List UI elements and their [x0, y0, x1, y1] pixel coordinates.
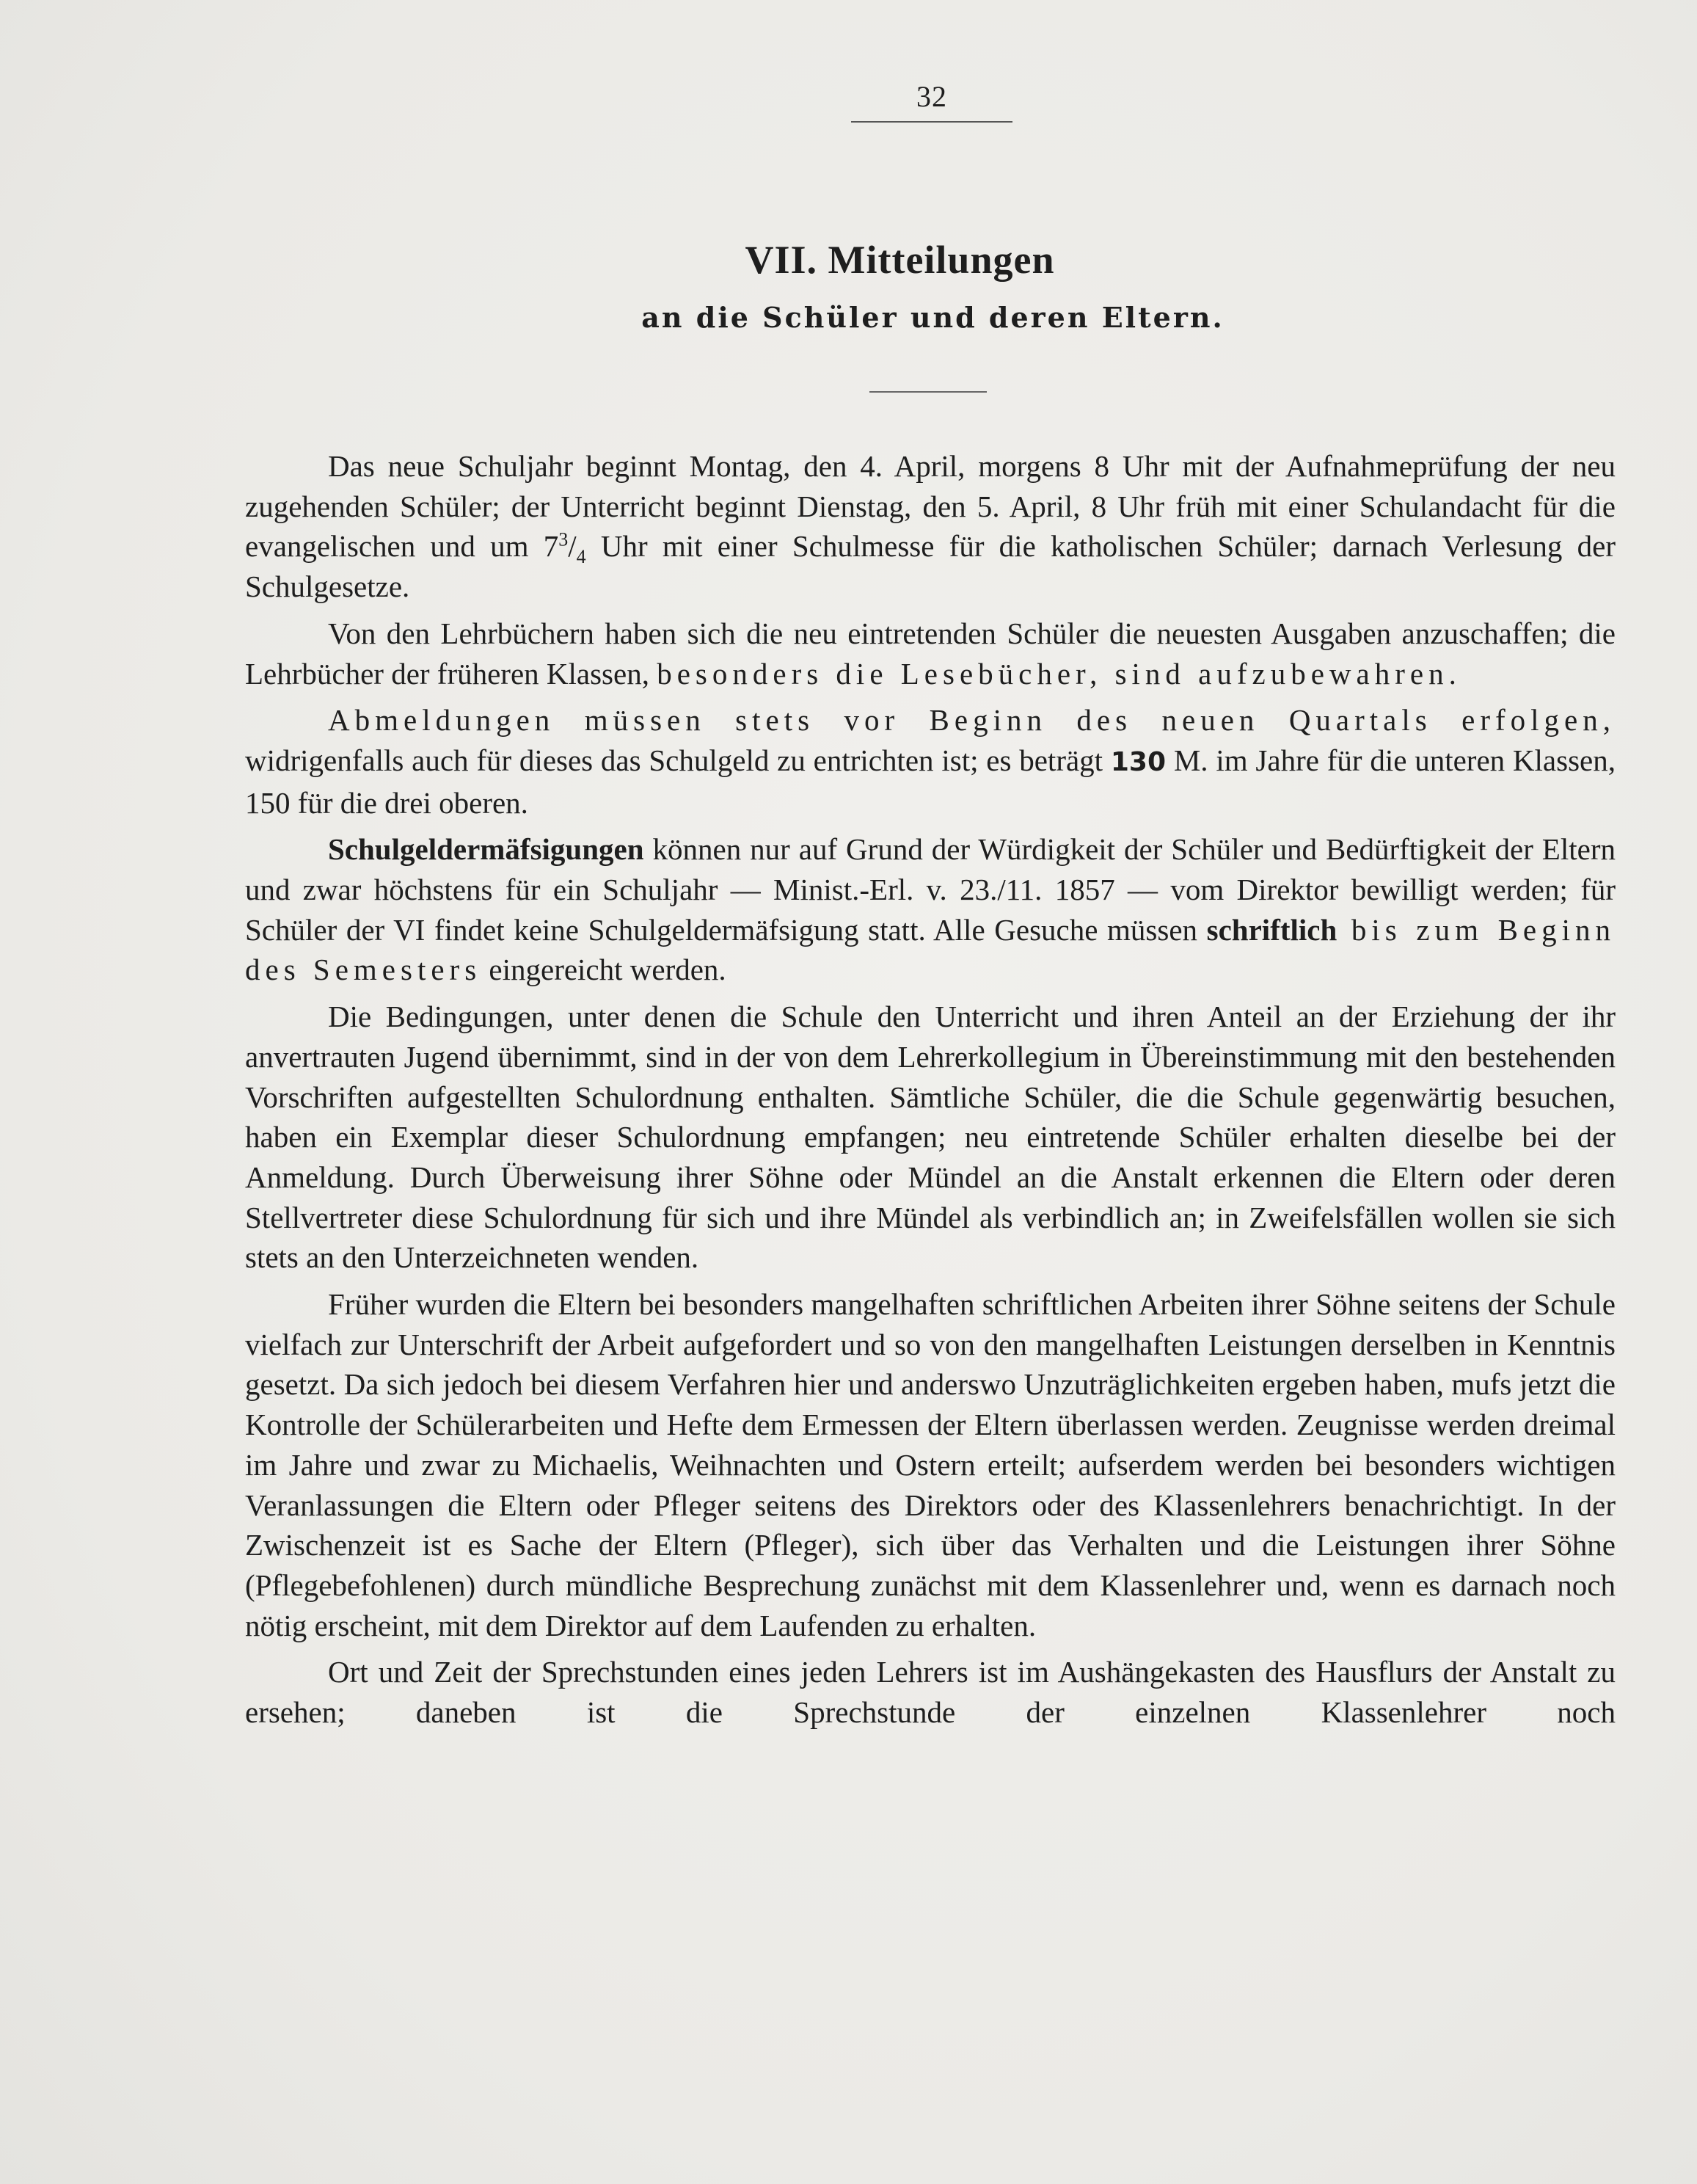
section-subtitle: an die Schüler und deren Eltern.	[641, 301, 1225, 334]
fraction-numerator: 3	[558, 528, 569, 550]
paragraph-office-hours: Ort und Zeit der Sprechstunden eines jeden Lehrers ist im Aushängekasten des Hausflurs der Anstalt zu ersehen; daneben ist die Sprechstunde der einzelnen Klassenlehrer noch	[245, 1655, 1616, 1730]
fraction-denominator: 4	[576, 546, 586, 568]
text-run-spaced: bis zum Beginn des Semesters	[245, 912, 1616, 987]
paragraph-school-rules: Die Bedingungen, unter denen die Schule den Unterricht und ihren Anteil an der Erziehung der ihr anvertrauten Jugend übernimmt, sind in der von dem Lehrerkollegium in Übereinstimmung mit den bestehenden Vorschriften aufgestellten Schulordnung enthalten. Sämtliche Schüler, die die Schule gegenwärtig besuchen, haben ein Exemplar dieser Schulordnung empfangen; neu eintretende Schüler erhalten dieselbe bei der Anmeldung. Durch Überweisung ihrer Söhne oder Mündel an die Anstalt erkennen die Eltern oder deren Stellvertreter diese Schulordnung für sich und ihre Mündel als verbindlich an; in Zweifelsfällen wollen sie sich stets an den Unterzeichneten wenden.	[245, 1000, 1616, 1275]
text-run: Von den Lehrbüchern haben sich die neu eintretenden Schüler die neuesten Ausgaben anzuschaffen; die Lehrbücher der früheren Klassen,	[245, 616, 1616, 691]
page-number: 32	[916, 80, 947, 113]
text-run-bold: schriftlich	[1206, 912, 1337, 947]
page-number-rule	[851, 121, 1012, 123]
text-run-bold: Schulgeldermäfsigungen	[328, 832, 644, 867]
text-run: Uhr mit einer Schulmesse für die katholischen Schüler; darnach Verlesung der Schulgesetze.	[245, 529, 1616, 604]
paragraph-parent-notification: Früher wurden die Eltern bei besonders mangelhaften schriftlichen Arbeiten ihrer Söhne seitens der Schule vielfach zur Unterschrift der Arbeit aufgefordert und so von den mangelhaften Leistungen derselben in Kenntnis gesetzt. Da sich jedoch bei diesem Verfahren hier und anderswo Unzuträglichkeiten ergeben haben, mufs jetzt die Kontrolle der Schülerarbeiten und Hefte dem Ermessen der Eltern überlassen werden. Zeugnisse werden dreimal im Jahre und zwar zu Michaelis, Weihnachten und Ostern erteilt; aufserdem werden bei besonders wichtigen Veranlassungen die Eltern oder Pfleger seitens des Direktors oder des Klassenlehrers benachrichtigt. In der Zwischenzeit ist es Sache der Eltern (Pfleger), sich über das Verhalten und die Leistungen ihrer Söhne (Pflegebefohlenen) durch mündliche Besprechung zunächst mit dem Klassenlehrer und, wenn es darnach noch nötig erscheint, mit dem Direktor auf dem Laufenden zu erhalten.	[245, 1287, 1616, 1642]
text-run: eingereicht werden.	[481, 953, 726, 987]
paragraph-fee-reduction	[245, 829, 1616, 990]
body-text	[245, 446, 1616, 1739]
paragraph-textbooks	[245, 614, 1616, 694]
paragraph-deregistration	[245, 700, 1616, 823]
text-run-bold: 130	[1110, 746, 1167, 777]
section-title: VII. Mitteilungen	[745, 238, 1055, 282]
text-run-spaced: besonders die Lesebücher, sind aufzubewahren.	[657, 656, 1461, 691]
heading-divider	[869, 391, 987, 393]
text-run: Das neue Schuljahr beginnt Montag, den 4. April, morgens 8 Uhr mit der Aufnahmeprüfung der neu zugehenden Schüler; der Unterricht beginnt Dienstag, den 5. April, 8 Uhr früh mit einer Schulandacht für die evangelischen und um 7	[245, 449, 1616, 564]
fraction-slash: /	[568, 529, 577, 564]
paragraph-school-year	[245, 446, 1616, 607]
text-run: können nur auf Grund der Würdigkeit der Schüler und Bedürftigkeit der Eltern und zwar höchstens für ein Schuljahr — Minist.-Erl. v. 23./11. 1857 — vom Direktor bewilligt werden; für Schüler der VI findet keine Schulgeldermäfsigung statt. Alle Gesuche müssen	[245, 832, 1616, 947]
text-run: widrigenfalls auch für dieses das Schulgeld zu entrichten ist; es beträgt	[245, 743, 1111, 777]
text-run-spaced: Abmeldungen müssen stets vor Beginn des neuen Quartals erfolgen,	[328, 703, 1616, 738]
text-run: M. im Jahre für die unteren Klassen, 150 für die drei oberen.	[245, 743, 1616, 820]
